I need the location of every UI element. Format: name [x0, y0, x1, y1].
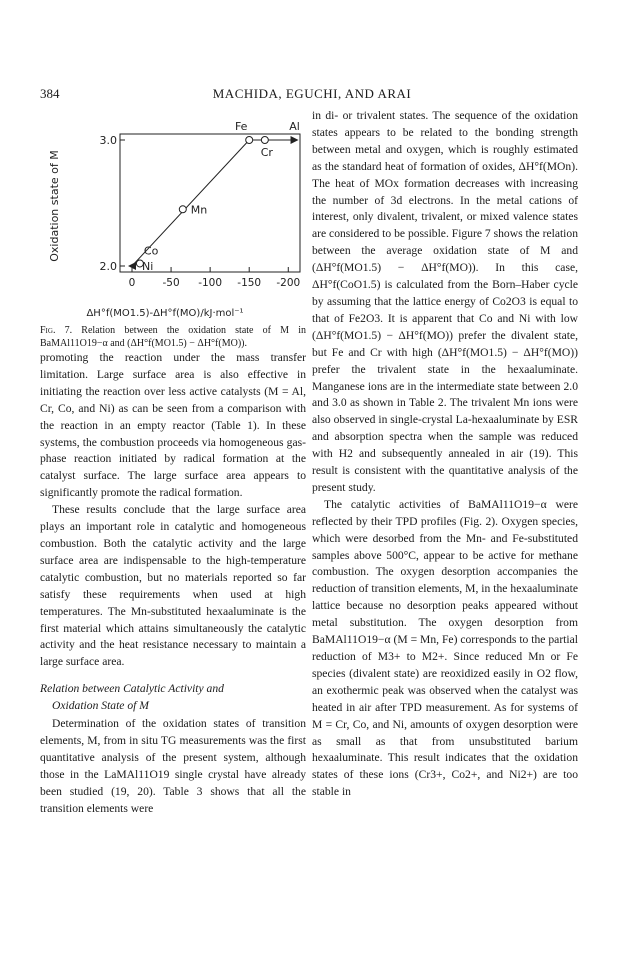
- left-paragraph-2: These results conclude that the large surface area plays an important role in catalytic and homogeneous combustion. Both the catalytic activity and the large surface area are indispensable to the high-temperature catalytic combustion, but no materials reported so far satisfy these requirements when used at high temperatures. The Mn-substituted hexaaluminate is the first material which attains simultaneously the catalytic activity and the heat resistance necessary to maintain a large surface area.: [40, 503, 306, 669]
- section-title-line-2: Oxidation State of M: [52, 698, 149, 712]
- page-number: 384: [40, 86, 60, 101]
- point-label-fe: Fe: [234, 120, 248, 133]
- point-al: [291, 136, 299, 144]
- x-tick-label: -150: [237, 277, 262, 289]
- x-tick-label: 0: [128, 277, 136, 289]
- x-tick-label: -50: [162, 277, 180, 289]
- running-head: MACHIDA, EGUCHI, AND ARAI: [212, 86, 412, 101]
- y-axis-label: Oxidation state of M: [48, 150, 61, 262]
- figure-caption: [40, 324, 306, 350]
- right-paragraph-1: in di- or trivalent states. The sequence of the oxidation states appears to be related to the bonding strength between metal and oxygen, which is roughly estimated as the standard heat of formation of oxides, ΔH°f(MOn). The heat of MOx formation decreases with increasing the number of 3d electrons. In the metal cations of interest, only divalent, trivalent, or mixed valence states are considered to be possible. Figure 7 shows the relation between the average oxidation state of M and (ΔH°f(MO1.5) − ΔH°f(MO)). In this case, ΔH°f(CoO1.5) is calculated from the Born–Haber cycle by assuming that the lattice energy of Co2O3 is equal to that of Fe2O3. It is apparent that Co and Ni with low (ΔH°f(MO1.5) − ΔH°f(MO)) prefer the divalent state, but Fe and Cr with high (ΔH°f(MO1.5) − ΔH°f(MO)) prefer the trivalent state in the hexaaluminate. Manganese ions are in the intermediate state between 2.0 and 3.0 as shown in Table 2. The trivalent Mn ions were also observed in single-crystal La-hexaaluminate by ESR and absorption spectra when the sample was reduced with H2 and subsequently annealed in air (19). This result is consistent with the quantitative analysis of the present study.: [312, 109, 578, 494]
- caption-label: Fig. 7.: [40, 325, 73, 336]
- left-paragraph-3: Determination of the oxidation states of transition elements, M, from in situ TG measurements was the first quantitative analysis of the present system, although those in the LaMAl11O19 single crystal have already been studied (19, 20). Table 3 shows that all the transition elements were: [40, 717, 306, 815]
- y-tick-label: 3.0: [99, 134, 117, 147]
- section-title-line-1: Relation between Catalytic Activity and: [40, 682, 224, 696]
- section-title: [40, 681, 306, 714]
- point-label-ni: Ni: [142, 260, 154, 273]
- figure-7-chart: [40, 108, 306, 324]
- point-mn: [179, 206, 186, 213]
- left-paragraph-1: promoting the reaction under the mass transfer limitation. Large surface area is also effective in initiating the reaction over less active catalysts (M = Al, Cr, Co, and Ni) as can be seen from a comparison with the reaction in an empty reactor (Table 1). In these systems, the combustion proceeds via homogeneous gas-phase reaction initiated by radical formation at the catalyst surface. The large surface area appears to significantly promote the radical formation.: [40, 351, 306, 500]
- point-label-co: Co: [143, 244, 159, 258]
- x-axis-label: ΔH°f(MO1.5)-ΔH°f(MO)/kJ·mol⁻¹: [86, 308, 244, 319]
- point-cr: [261, 137, 268, 144]
- point-label-mn: Mn: [190, 203, 208, 217]
- plot-marks: [128, 120, 300, 273]
- y-tick-label: 2.0: [99, 260, 117, 273]
- caption-text: Relation between the oxidation state of M in BaMAl11O19−α and (ΔH°f(MO1.5) − ΔH°f(MO)).: [40, 325, 307, 349]
- right-paragraph-2: The catalytic activities of BaMAl11O19−α were reflected by their TPD profiles (Fig. 2). Oxygen species, which were desorbed from the Mn- and Fe-substituted samples above 500°C, appear to be active for methane combustion. The oxygen desorption accompanies the reduction of transition elements, M, in the hexaaluminate lattice because no desorption peaks appeared without metal substitution. The oxygen desorption from BaMAl11O19−α (M = Mn, Fe) corresponds to the partial reduction of M3+ to M2+. Since reduced Mn or Fe species (divalent state) are reoxidized easily in O2 flow, an exothermic peak was observed when the catalyst was heated in air after TPD measurement. As for systems of M = Cr, Co, and Ni, amounts of oxygen desorption were as small as that from unsubstituted barium hexaaluminate. This result indicates that the oxidation states of these ions (Cr3+, Co2+, and Ni2+) are too stable in: [312, 497, 578, 799]
- point-label-cr: Cr: [260, 146, 273, 159]
- page-header: [40, 86, 584, 106]
- x-tick-label: -200: [276, 277, 301, 289]
- point-fe: [246, 137, 253, 144]
- point-label-al: Al: [289, 120, 300, 133]
- x-tick-label: -100: [198, 277, 223, 289]
- right-column: [312, 108, 578, 801]
- left-column: [40, 108, 306, 818]
- figure-7: [40, 108, 306, 324]
